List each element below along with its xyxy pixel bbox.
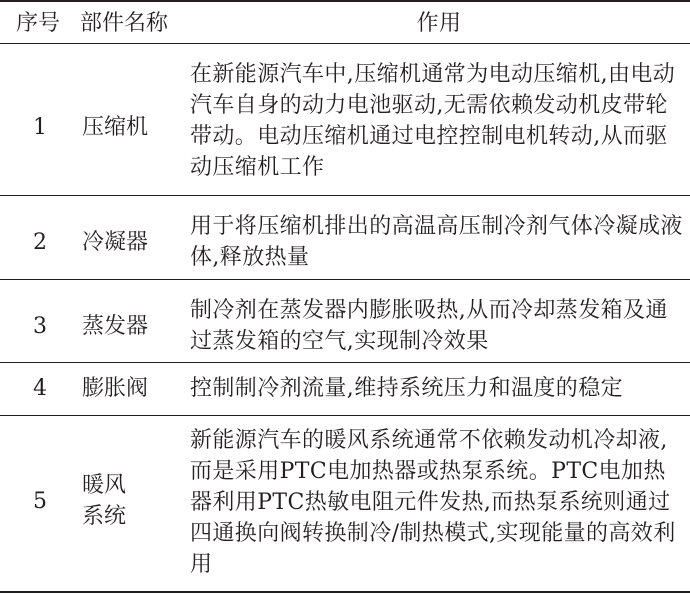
header-serial-number: 序号 xyxy=(15,11,60,36)
row-5-name: 暖风系统 xyxy=(82,473,127,529)
header-rule xyxy=(0,43,690,44)
row-3-rule xyxy=(0,362,690,363)
header-function: 作用 xyxy=(416,11,462,36)
row-1-rule xyxy=(0,195,690,196)
row-5-number: 5 xyxy=(33,489,47,514)
row-3-description: 制冷剂在蒸发器内膨胀吸热,从而冷却蒸发箱及通过蒸发箱的空气,实现制冷效果 xyxy=(190,298,668,354)
row-4-rule xyxy=(0,415,690,416)
row-3-number: 3 xyxy=(33,314,47,339)
row-1-description: 在新能源汽车中,压缩机通常为电动压缩机,由电动汽车自身的动力电池驱动,无需依赖发动机皮带轮带动。电动压缩机通过电控控制电机转动,从而驱动压缩机工作 xyxy=(190,62,676,180)
row-2-name: 冷凝器 xyxy=(82,230,149,255)
row-2-number: 2 xyxy=(33,230,47,255)
row-5-description: 新能源汽车的暖风系统通常不依赖发动机冷却液,而是采用PTC电加热器或热泵系统。PTC电加热器利用PTC热敏电阻元件发热,而热泵系统则通过四通换向阀转换制冷/制热模式,实现能量的高效利用 xyxy=(190,428,676,577)
row-2-description: 用于将压缩机排出的高温高压制冷剂气体冷凝成液体,释放热量 xyxy=(190,214,683,270)
table-bottom-rule xyxy=(0,591,690,593)
row-4-description: 控制制冷剂流量,维持系统压力和温度的稳定 xyxy=(190,376,623,401)
row-1-name: 压缩机 xyxy=(82,115,149,140)
row-4-number: 4 xyxy=(33,376,47,401)
row-3-name: 蒸发器 xyxy=(82,314,149,339)
header-component-name: 部件名称 xyxy=(80,11,169,36)
row-2-rule xyxy=(0,279,690,280)
row-4-name: 膨胀阀 xyxy=(82,376,149,401)
table-top-rule xyxy=(0,0,690,2)
row-1-number: 1 xyxy=(33,115,47,140)
